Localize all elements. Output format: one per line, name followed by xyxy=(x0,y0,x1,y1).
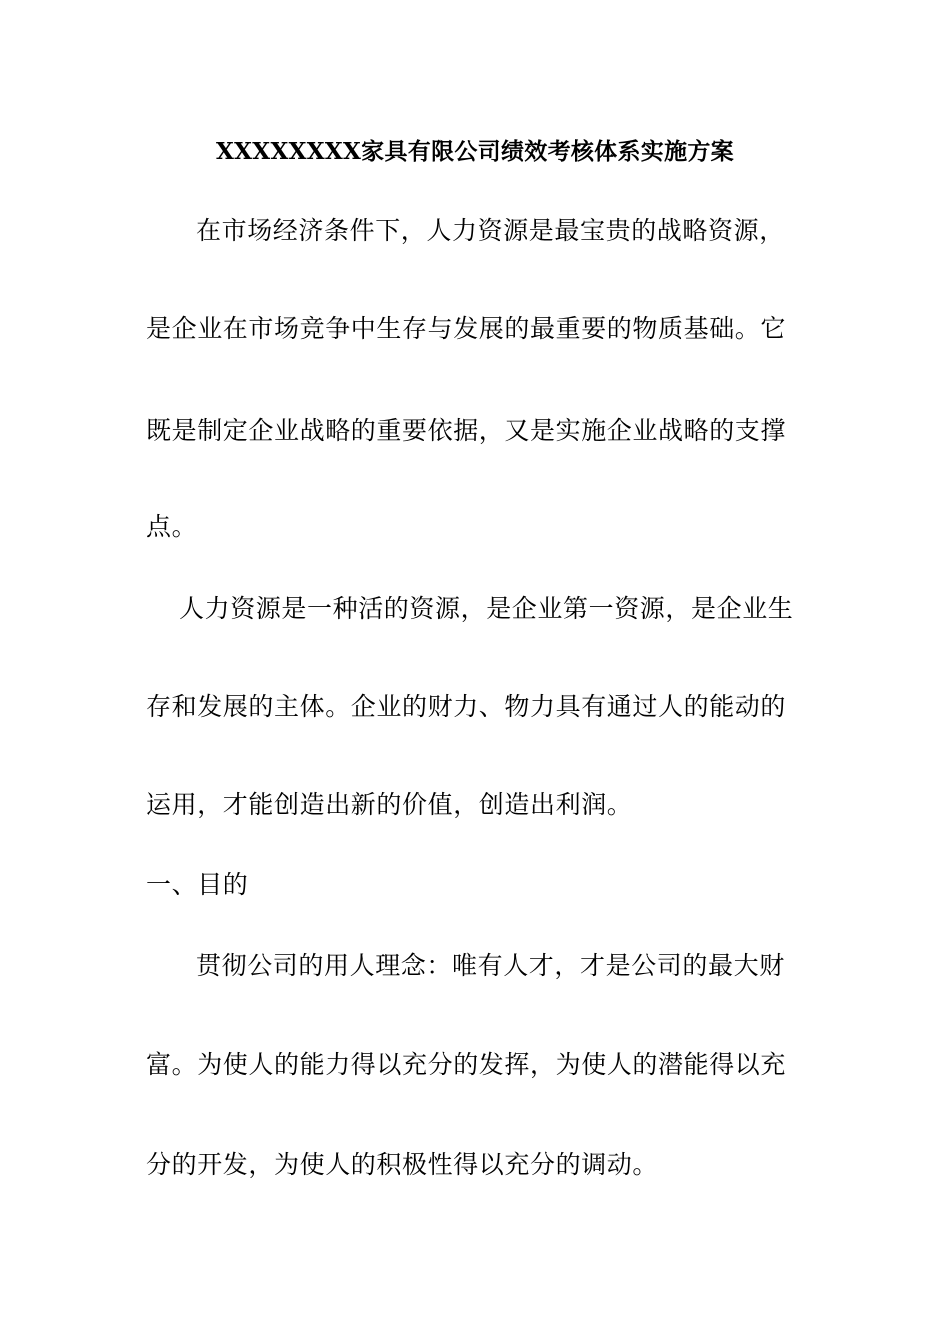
section-1-line-3: 分的开发，为使人的积极性得以充分的调动。 xyxy=(146,1150,659,1179)
document-title: XXXXXXXX家具有限公司绩效考核体系实施方案 xyxy=(216,138,734,165)
paragraph-1-line-4: 点。 xyxy=(146,512,198,541)
paragraph-1-line-1: 在市场经济条件下，人力资源是最宝贵的战略资源， xyxy=(196,216,785,245)
section-1-heading: 一、目的 xyxy=(146,870,249,899)
paragraph-1-line-2: 是企业在市场竞争中生存与发展的最重要的物质基础。它 xyxy=(146,314,787,343)
section-1-line-2: 富。为使人的能力得以充分的发挥，为使人的潜能得以充 xyxy=(146,1050,787,1079)
paragraph-2-line-1: 人力资源是一种活的资源，是企业第一资源，是企业生 xyxy=(179,594,794,623)
section-1-line-1: 贯彻公司的用人理念：唯有人才，才是公司的最大财 xyxy=(196,951,785,980)
paragraph-2-line-2: 存和发展的主体。企业的财力、物力具有通过人的能动的 xyxy=(146,692,787,721)
paragraph-2-line-3: 运用，才能创造出新的价值，创造出利润。 xyxy=(146,790,633,819)
paragraph-1-line-3: 既是制定企业战略的重要依据，又是实施企业战略的支撑 xyxy=(146,416,787,445)
